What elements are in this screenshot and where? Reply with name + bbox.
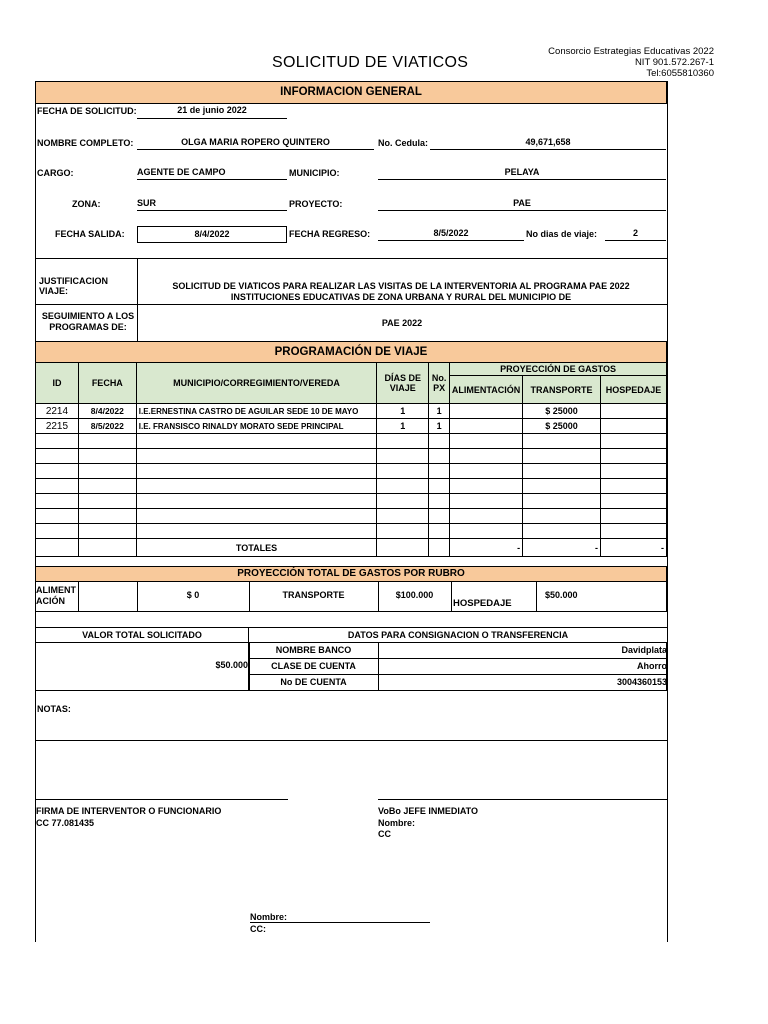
clase-cuenta-label: CLASE DE CUENTA bbox=[271, 661, 356, 671]
row-id: 2215 bbox=[36, 419, 79, 434]
rubro-hospedaje-label: HOSPEDAJE bbox=[453, 598, 512, 609]
rubro-alimentacion-value: $ 0 bbox=[186, 590, 200, 600]
col-dias: DÍAS DE VIAJE bbox=[377, 363, 429, 404]
fecha-solicitud-value: 21 de junio 2022 bbox=[137, 105, 287, 119]
company-tel: Tel:6055810360 bbox=[646, 68, 714, 79]
table-row-empty bbox=[36, 509, 667, 524]
cuenta-label: No DE CUENTA bbox=[280, 677, 347, 687]
proyecto-label: PROYECTO: bbox=[289, 199, 343, 209]
total-transporte: - bbox=[523, 539, 601, 557]
cargo-value: AGENTE DE CAMPO bbox=[137, 167, 287, 180]
nombre-label: NOMBRE COMPLETO: bbox=[37, 138, 134, 148]
company-name: Consorcio Estrategias Educativas 2022 bbox=[548, 46, 714, 57]
cargo-label: CARGO: bbox=[37, 168, 74, 178]
row-px: 1 bbox=[429, 404, 450, 419]
vobo-jefe-label: VoBo JEFE INMEDIATO bbox=[378, 806, 479, 816]
col-transporte: TRANSPORTE bbox=[523, 376, 601, 404]
table-row-empty bbox=[36, 434, 667, 449]
rubro-alimentacion-label: ALIMENTACIÓN bbox=[36, 585, 76, 606]
notas-label: NOTAS: bbox=[37, 704, 71, 714]
salida-label: FECHA SALIDA: bbox=[55, 229, 125, 239]
company-info bbox=[548, 46, 714, 79]
cedula-value: 49,671,658 bbox=[430, 137, 666, 150]
vobo-jefe-nombre: Nombre: bbox=[378, 818, 416, 828]
row-transporte: $ 25000 bbox=[523, 404, 601, 419]
row-id: 2214 bbox=[36, 404, 79, 419]
salida-value: 8/4/2022 bbox=[137, 226, 287, 243]
firma-cc-label: CC: bbox=[250, 924, 266, 934]
row-fecha: 8/4/2022 bbox=[78, 404, 136, 419]
regreso-label: FECHA REGRESO: bbox=[289, 229, 371, 239]
municipio-value: PELAYA bbox=[378, 167, 666, 180]
nombre-value: OLGA MARIA ROPERO QUINTERO bbox=[137, 137, 374, 150]
totales-label: TOTALES bbox=[136, 539, 377, 557]
col-id: ID bbox=[36, 363, 79, 404]
proyecto-value: PAE bbox=[378, 198, 666, 211]
row-transporte: $ 25000 bbox=[523, 419, 601, 434]
clase-cuenta-value: Ahorro bbox=[637, 661, 667, 671]
section-rubro: PROYECCIÓN TOTAL DE GASTOS POR RUBRO bbox=[35, 566, 667, 582]
seguimiento-label: SEGUIMIENTO A LOS PROGRAMAS DE: bbox=[41, 311, 135, 332]
firma-interventor-label: FIRMA DE INTERVENTOR O FUNCIONARIO bbox=[36, 806, 222, 816]
col-px: No. PX bbox=[429, 363, 450, 404]
cuenta-value: 3004360153 bbox=[616, 677, 667, 687]
row-hospedaje bbox=[600, 419, 666, 434]
row-lugar: I.E.ERNESTINA CASTRO DE AGUILAR SEDE 10 DE MAYO bbox=[136, 404, 377, 419]
row-alimentacion bbox=[450, 419, 523, 434]
cedula-label: No. Cedula: bbox=[378, 138, 429, 148]
total-alimentacion: - bbox=[450, 539, 523, 557]
firma-interventor-cc: CC 77.081435 bbox=[36, 818, 95, 828]
seguimiento-value: PAE 2022 bbox=[381, 318, 423, 328]
table-row-empty bbox=[36, 494, 667, 509]
regreso-value: 8/5/2022 bbox=[378, 228, 524, 241]
total-hospedaje: - bbox=[600, 539, 666, 557]
table-row-empty bbox=[36, 524, 667, 539]
table-row-empty bbox=[36, 479, 667, 494]
table-row bbox=[36, 404, 667, 419]
col-fecha: FECHA bbox=[78, 363, 136, 404]
table-row-empty bbox=[36, 464, 667, 479]
page-title: SOLICITUD DE VIATICOS bbox=[272, 54, 469, 71]
row-dias: 1 bbox=[377, 419, 429, 434]
col-municipio: MUNICIPIO/CORREGIMIENTO/VEREDA bbox=[136, 363, 377, 404]
datos-consignacion-label: DATOS PARA CONSIGNACION O TRANSFERENCIA bbox=[347, 630, 569, 640]
justificacion-label: JUSTIFICACION VIAJE: bbox=[39, 276, 109, 296]
fecha-solicitud-label: FECHA DE SOLICITUD: bbox=[37, 106, 137, 116]
totales-row bbox=[36, 539, 667, 557]
firma-nombre-label: Nombre: bbox=[250, 912, 430, 923]
banco-value: Davidplata bbox=[621, 645, 667, 655]
row-dias: 1 bbox=[377, 404, 429, 419]
section-informacion-general: INFORMACION GENERAL bbox=[35, 81, 667, 104]
dias-value: 2 bbox=[605, 228, 666, 241]
col-proyeccion: PROYECCIÓN DE GASTOS bbox=[450, 363, 667, 376]
row-fecha: 8/5/2022 bbox=[78, 419, 136, 434]
banco-label: NOMBRE BANCO bbox=[275, 645, 352, 655]
zona-label: ZONA: bbox=[72, 199, 101, 209]
table-row bbox=[36, 419, 667, 434]
rubro-hospedaje-value: $50.000 bbox=[545, 590, 578, 600]
row-px: 1 bbox=[429, 419, 450, 434]
table-row-empty bbox=[36, 449, 667, 464]
row-hospedaje bbox=[600, 404, 666, 419]
col-alimentacion: ALIMENTACIÓN bbox=[450, 376, 523, 404]
valor-total-label: VALOR TOTAL SOLICITADO bbox=[82, 630, 202, 640]
row-alimentacion bbox=[450, 404, 523, 419]
rubro-transporte-label: TRANSPORTE bbox=[282, 590, 345, 600]
vobo-jefe-cc: CC bbox=[378, 829, 391, 839]
valor-total-amount: $50.000 bbox=[215, 660, 248, 670]
col-hospedaje: HOSPEDAJE bbox=[600, 376, 666, 404]
programacion-table bbox=[35, 362, 667, 557]
zona-value: SUR bbox=[137, 198, 287, 211]
dias-label: No dias de viaje: bbox=[526, 229, 598, 239]
rubro-transporte-value: $100.000 bbox=[395, 590, 434, 600]
company-nit: NIT 901.572.267-1 bbox=[634, 57, 714, 68]
municipio-label: MUNICIPIO: bbox=[289, 168, 340, 178]
section-programacion: PROGRAMACIÓN DE VIAJE bbox=[35, 341, 667, 363]
justificacion-value: SOLICITUD DE VIATICOS PARA REALIZAR LAS VISITAS DE LA INTERVENTORIA AL PROGRAMA PAE 2022 INSTITUCIONES EDUCATIVAS DE ZONA URBANA Y RURAL DEL MUNICIPIO DE bbox=[172, 281, 630, 302]
row-lugar: I.E. FRANSISCO RINALDY MORATO SEDE PRINCIPAL bbox=[136, 419, 377, 434]
